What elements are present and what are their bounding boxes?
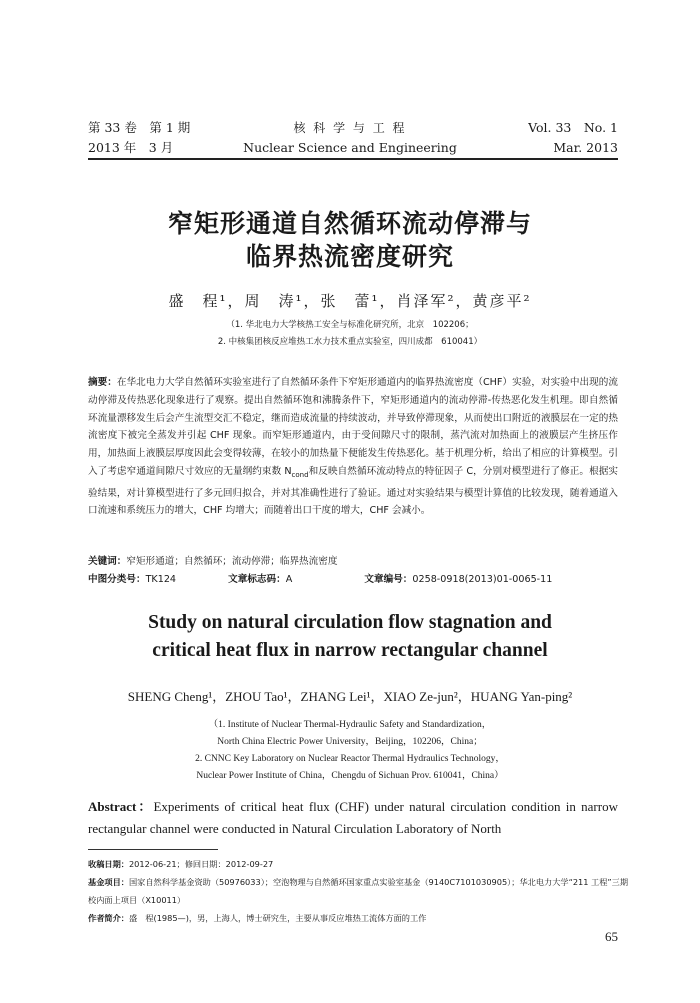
volume-issue-cn: 第 33 卷 第 1 期 bbox=[88, 120, 191, 135]
received-label: 收稿日期： bbox=[88, 859, 129, 869]
keywords-cn bbox=[88, 553, 618, 571]
affiliation-en-2: North China Electric Power University，Beijing，102206，China； bbox=[217, 737, 483, 747]
affiliation-en-4: Nuclear Power Institute of China，Chengdu of Sichuan Prov. 610041，China） bbox=[196, 771, 504, 781]
abstract-cn-text: 在华北电力大学自然循环实验室进行了自然循环条件下窄矩形通道内的临界热流密度（CHF）实验，对实验中出现的流动停滞及传热恶化现象进行了观察。提出自然循环饱和沸腾条件下，窄矩形通道内的流动停滞-传热恶化发生机理。即自然循环流量漂移发生后会产生流型交汇不稳定，继而造成流量的持续波动，并导致停滞现象，从而使出口附近的液膜层在一定的热流密度下被完全蒸发并引起 CHF 现象。而窄矩形通道内，由于受间隙尺寸的限制，蒸汽流对加热面上的液膜层产生挤压作用，加热面上液膜层厚度因此会变得较薄，在较小的加热量下便能发生传热恶化。基于机理分析，给出了相应的计算模型。引入了考虑窄通道间隙尺寸效应的无量纲约束数 N bbox=[88, 377, 618, 477]
title-en-line2: critical heat flux in narrow rectangular channel bbox=[152, 640, 548, 661]
footnote-received bbox=[88, 855, 633, 873]
journal-title-en: Nuclear Science and Engineering bbox=[243, 140, 457, 155]
abstract-cn-text-cont: 和反映自然循环流动特点的特征因子 C，分别对模型进行了修正。根据实验结果，对计算模型进行了多元回归拟合，并对其准确性进行了验证。通过对实验结果与模型计算值的比较发现，随着通道入口流速和系统压力的增大，CHF 均增大；而随着出口干度的增大，CHF 会减小。 bbox=[88, 465, 618, 517]
author-bio-label: 作者简介： bbox=[88, 913, 129, 923]
affiliation-en-3: 2. CNNC Key Laboratory on Nuclear Reactor Thermal Hydraulics Technology， bbox=[195, 754, 505, 764]
date-en: Mar. 2013 bbox=[553, 140, 618, 155]
article-id-label: 文章编号： bbox=[364, 574, 413, 585]
abstract-cn-subscript: cond bbox=[291, 470, 309, 479]
doc-code-value: A bbox=[285, 574, 293, 585]
fund-label: 基金项目： bbox=[88, 877, 129, 887]
received-text: 2012-06-21；修回日期：2012-09-27 bbox=[128, 859, 274, 869]
fund-text: 国家自然科学基金资助（50976033）；空泡物理与自然循环国家重点实验室基金（9140C7101030905）；华北电力大学“211 工程”三期校内面上项目（X10011） bbox=[88, 877, 629, 905]
footnote-author bbox=[88, 909, 633, 927]
abstract-en bbox=[88, 796, 618, 840]
footnote-fund bbox=[88, 873, 633, 909]
article-id-value: 0258-0918(2013)01-0065-11 bbox=[412, 574, 553, 585]
doc-code-label: 文章标志码： bbox=[228, 574, 286, 585]
header-rule bbox=[88, 158, 618, 160]
journal-title-cn: 核 科 学 与 工 程 bbox=[293, 121, 407, 135]
keywords-cn-label: 关键词： bbox=[88, 556, 127, 567]
affiliation-cn-2: 2. 中核集团核反应堆热工水力技术重点实验室，四川成都 610041） bbox=[217, 337, 483, 347]
date-cn: 2013 年 3 月 bbox=[88, 140, 174, 155]
clc-value: TK124 bbox=[145, 574, 177, 585]
classification-cn bbox=[88, 571, 618, 589]
affiliation-cn-1: （1. 华北电力大学核热工安全与标准化研究所，北京 102206； bbox=[226, 320, 474, 330]
clc-label: 中图分类号： bbox=[88, 574, 146, 585]
abstract-en-text: Experiments of critical heat flux (CHF) under natural circulation condition in narrow rectangular channel were conducted in Natural Circulation Laboratory of North bbox=[88, 799, 618, 836]
keywords-cn-text: 窄矩形通道；自然循环；流动停滞；临界热流密度 bbox=[126, 556, 338, 567]
authors-cn: 盛 程¹，周 涛¹，张 蕾¹，肖泽军²，黄彦平² bbox=[168, 292, 532, 310]
title-cn-line1: 窄矩形通道自然循环流动停滞与 bbox=[167, 209, 532, 238]
author-bio-text: 盛 程(1985—)，男，上海人，博士研究生，主要从事反应堆热工流体方面的工作 bbox=[128, 913, 427, 923]
abstract-en-label: Abstract： bbox=[88, 799, 154, 814]
authors-en: SHENG Cheng¹，ZHOU Tao¹，ZHANG Lei¹，XIAO Ze-jun²，HUANG Yan-ping² bbox=[127, 689, 573, 704]
page-number: 65 bbox=[605, 929, 618, 944]
affiliation-en-1: （1. Institute of Nuclear Thermal-Hydraulic Safety and Standardization， bbox=[208, 720, 492, 730]
title-cn-line2: 临界热流密度研究 bbox=[245, 242, 454, 271]
footnote-rule bbox=[88, 849, 218, 850]
abstract-cn-label: 摘要： bbox=[88, 377, 117, 388]
abstract-cn bbox=[88, 374, 618, 520]
footnotes bbox=[88, 855, 633, 927]
title-en-line1: Study on natural circulation flow stagnation and bbox=[148, 612, 552, 633]
volume-issue-en: Vol. 33 No. 1 bbox=[528, 120, 618, 135]
